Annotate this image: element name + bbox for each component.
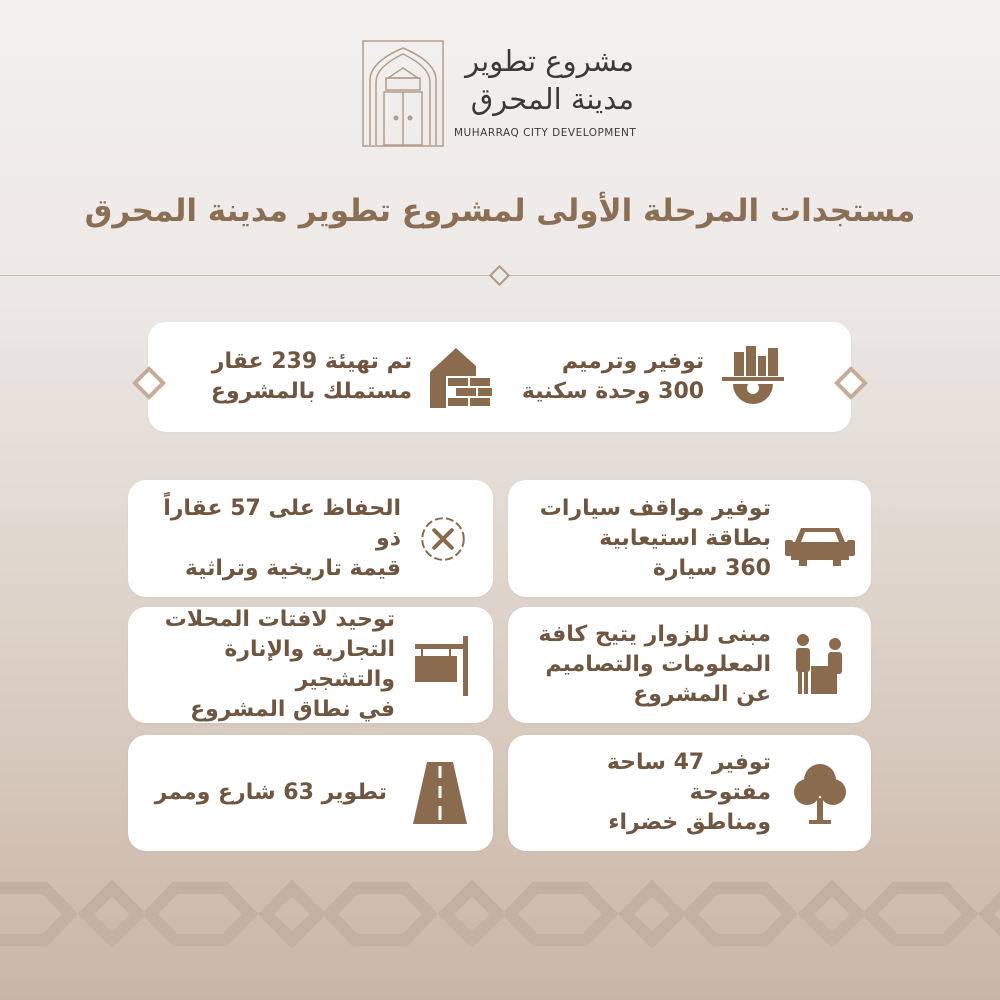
logo-english: MUHARRAQ CITY DEVELOPMENT xyxy=(454,127,637,139)
decorative-border-pattern xyxy=(0,880,1000,950)
signboard-icon xyxy=(405,630,475,700)
top-card-item-properties xyxy=(211,342,496,412)
visitors-text: مبنى للزوار يتيح كافة المعلومات والتصاميم عن المشروع xyxy=(538,622,771,707)
door-logo-icon xyxy=(362,40,444,147)
parking-text: توفير مواقف سيارات بطاقة استيعابية 360 سيارة xyxy=(539,495,771,581)
top-card-item-housing xyxy=(522,342,788,412)
divider-diamond xyxy=(489,265,510,286)
brick-house-icon xyxy=(426,342,496,412)
card-roads xyxy=(128,735,493,851)
road-icon xyxy=(405,758,475,828)
top-card xyxy=(148,322,851,432)
page-title: مستجدات المرحلة الأولى لمشروع تطوير مدينة المحرق xyxy=(84,193,916,229)
green-spaces-text: توفير 47 ساحة مفتوحة ومناطق خضراء xyxy=(606,750,771,835)
visitors-icon xyxy=(785,630,855,700)
housing-text: توفير وترميم 300 وحدة سكنية xyxy=(521,349,705,404)
logo xyxy=(362,40,642,150)
card-signage xyxy=(128,607,493,723)
logo-arabic xyxy=(465,42,634,118)
card-parking xyxy=(508,480,871,597)
properties-text: تم تهيئة 239 عقار مستملك بالمشروع xyxy=(210,349,413,404)
card-visitors xyxy=(508,607,871,723)
city-gear-icon xyxy=(718,342,788,412)
heritage-text: الحفاظ على 57 عقاراً ذو قيمة تاريخية وتراثية xyxy=(163,495,401,581)
logo-line2: مدينة المحرق xyxy=(470,82,634,116)
card-green-spaces xyxy=(508,735,871,851)
card-heritage xyxy=(128,480,493,597)
heritage-tools-icon xyxy=(415,511,471,567)
tree-icon xyxy=(785,758,855,828)
roads-text: تطوير 63 شارع وممر xyxy=(154,780,387,805)
logo-line1: مشروع تطوير xyxy=(465,44,634,78)
cars-icon xyxy=(785,504,855,574)
signage-text: توحيد لافتات المحلات التجارية والإنارة والتشجير في نطاق المشروع xyxy=(164,607,395,722)
